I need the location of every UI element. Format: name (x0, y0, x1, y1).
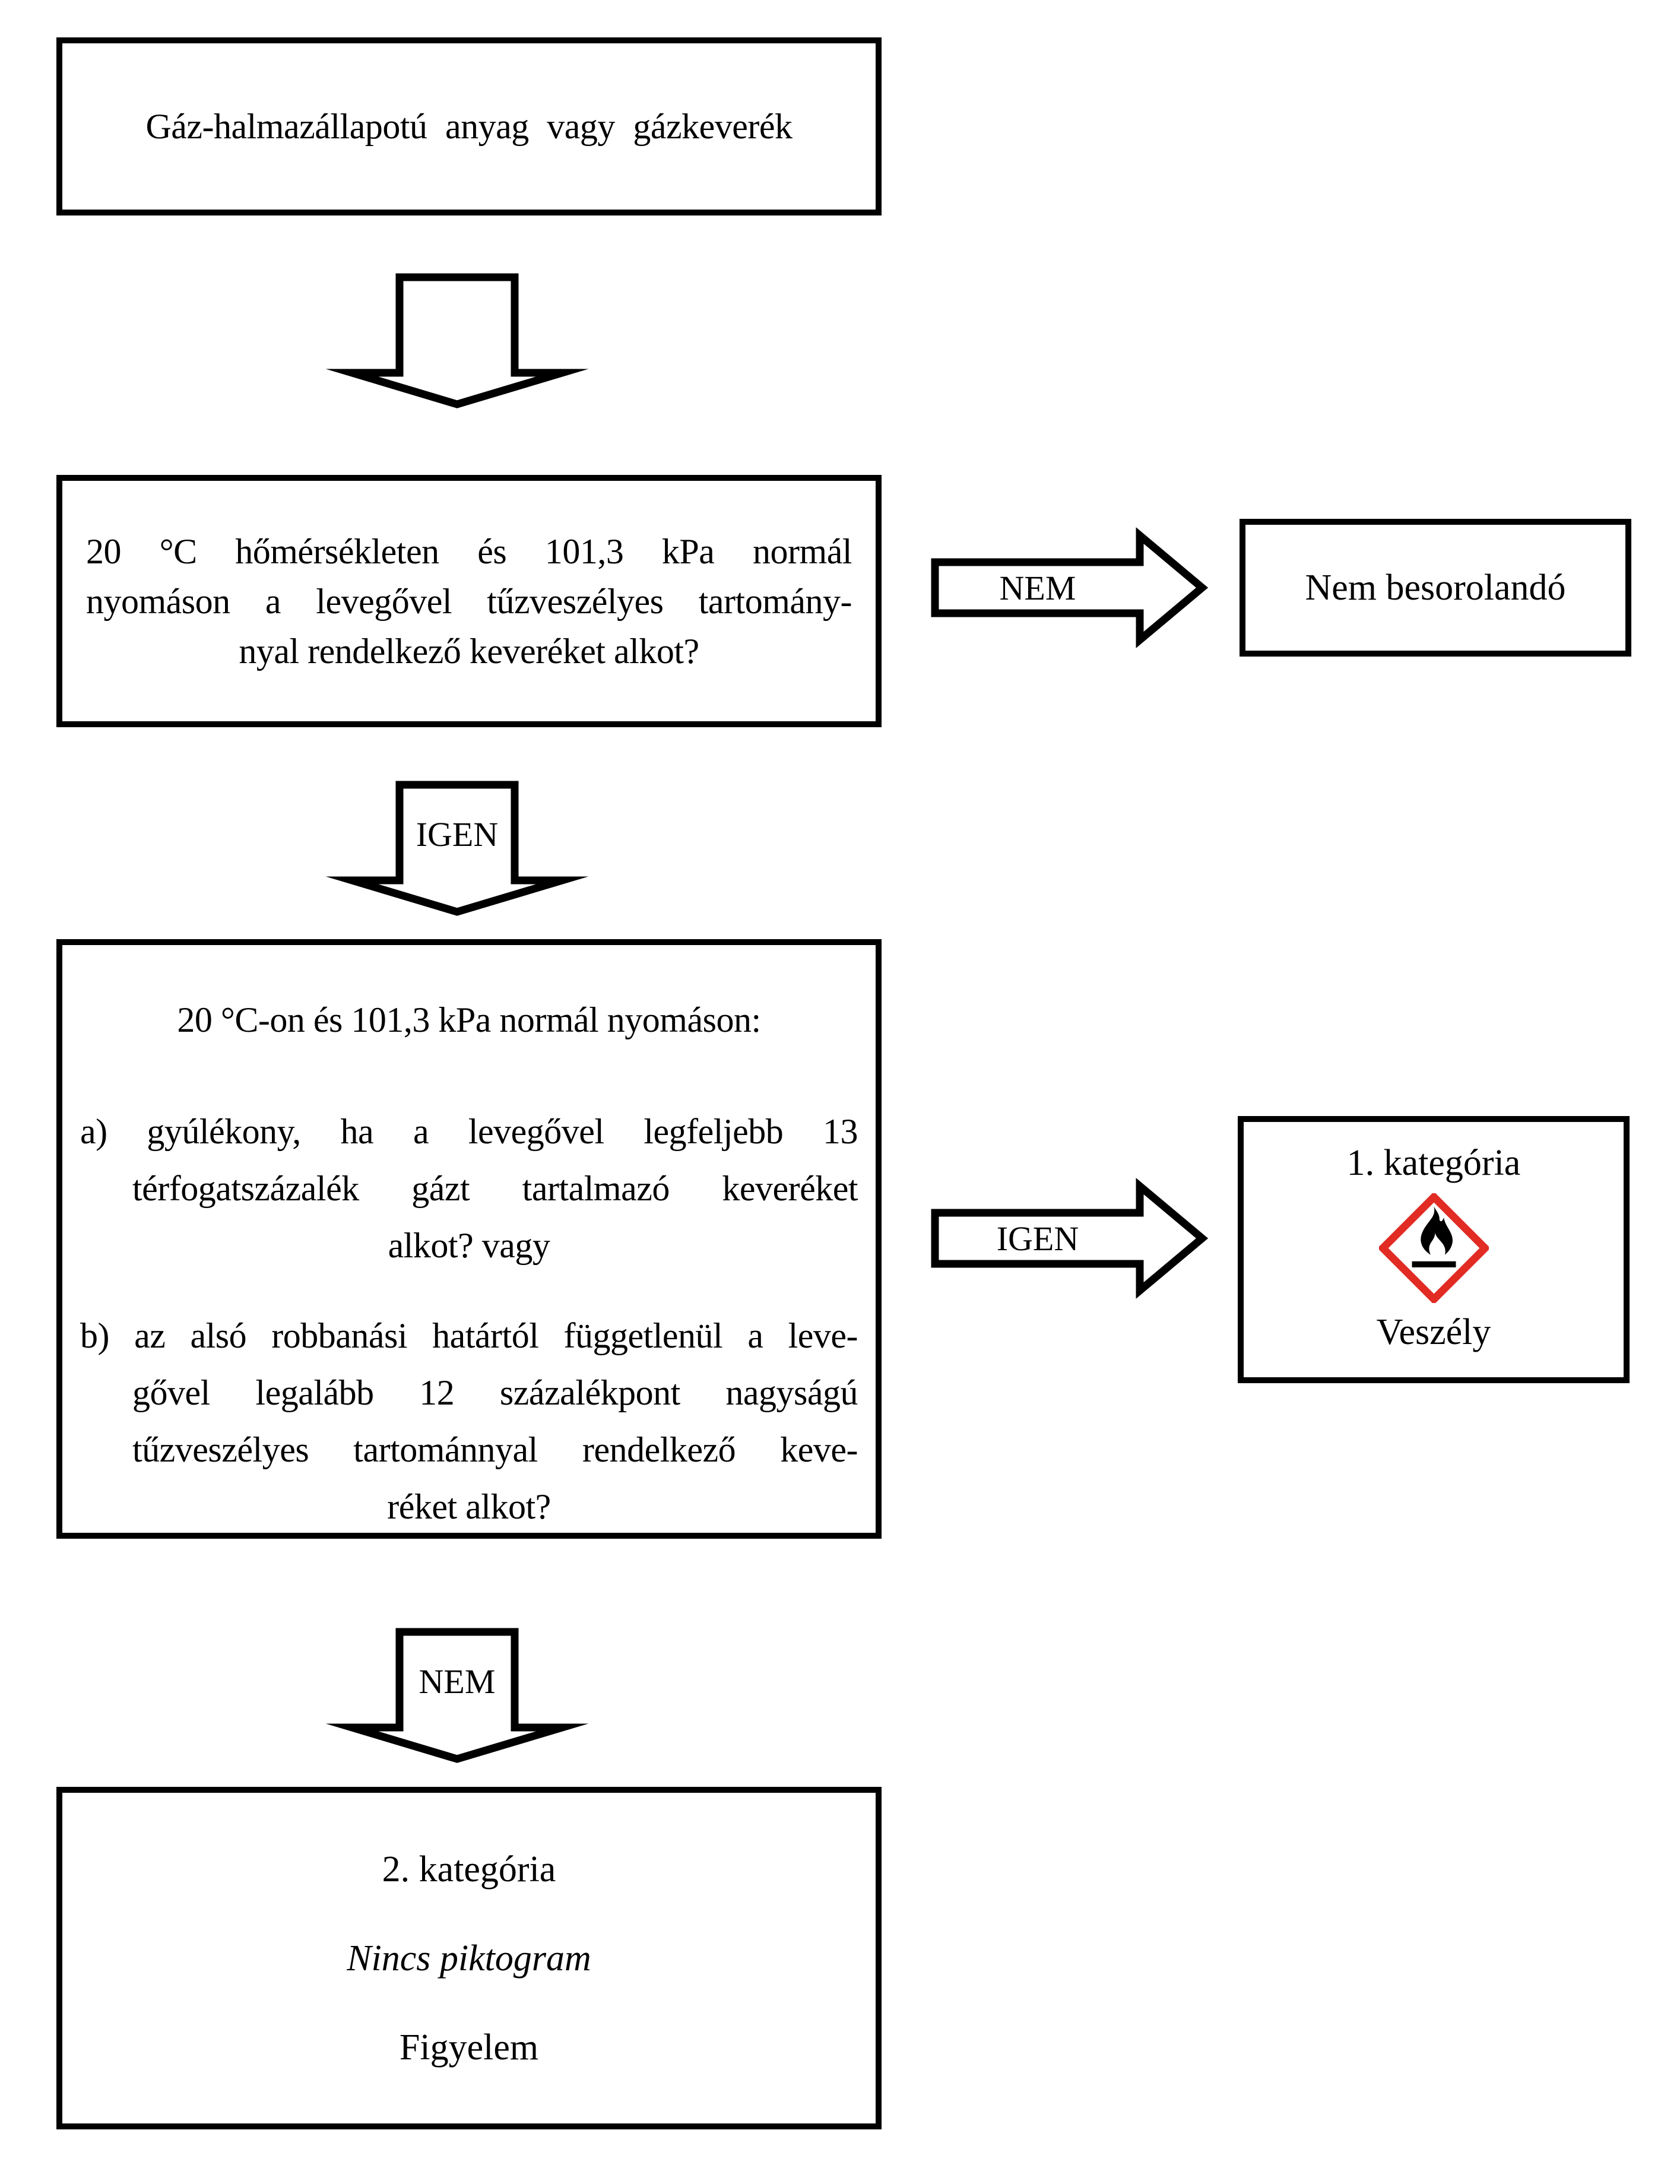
category2-pictogram-note: Nincs piktogram (347, 1938, 591, 1979)
question-box-criteria (56, 939, 882, 1539)
category1-signal-word: Veszély (1376, 1312, 1491, 1352)
arrow-label-igen: IGEN (996, 1219, 1079, 1258)
ghs-flame-pictogram-icon (1379, 1193, 1489, 1303)
flame-baseline-bar (1412, 1261, 1456, 1267)
question-line: nyal rendelkező keveréket alkot? (239, 631, 699, 671)
criteria-line: b) az alsó robbanási határtól függetlenül a leve- (80, 1316, 858, 1355)
category2-signal-word: Figyelem (399, 2027, 539, 2068)
criteria-line: réket alkot? (387, 1487, 551, 1526)
start-box-text: Gáz-halmazállapotú anyag vagy gázkeverék (145, 106, 793, 146)
criteria-line: tűzveszélyes tartománnyal rendelkező keve- (132, 1430, 858, 1469)
nem-right-arrow-icon (931, 531, 1207, 645)
arrow-label-nem: NEM (999, 569, 1076, 607)
ghs-diamond-border (1383, 1197, 1485, 1299)
igen-right-arrow-icon (931, 1181, 1207, 1295)
question-line: nyomáson a levegővel tűzveszélyes tartomány- (86, 581, 852, 621)
question-line: 20 °C hőmérsékleten és 101,3 kPa normál (86, 531, 852, 571)
criteria-line: gővel legalább 12 százalékpont nagyságú (132, 1373, 858, 1412)
arrow-down-icon (347, 273, 567, 408)
criteria-line: alkot? vagy (388, 1226, 550, 1265)
category2-title: 2. kategória (382, 1849, 556, 1890)
criteria-line: a) gyúlékony, ha a levegővel legfeljebb 13 (80, 1112, 858, 1151)
criteria-item-a (80, 1103, 858, 1274)
criteria-line: térfogatszázalék gázt tartalmazó keveréket (132, 1169, 858, 1208)
criteria-heading: 20 °C-on és 101,3 kPa normál nyomáson: (177, 1000, 761, 1039)
not-classified-text: Nem besorolandó (1305, 567, 1566, 608)
result-box-category-1 (1238, 1116, 1630, 1383)
result-box-not-classified (1240, 519, 1631, 657)
start-box (56, 37, 882, 215)
arrow-label-igen: IGEN (416, 815, 499, 854)
nem-down-arrow-icon (347, 1628, 567, 1763)
category1-title: 1. kategória (1346, 1143, 1521, 1183)
arrow-label-nem: NEM (419, 1662, 496, 1701)
criteria-item-b (80, 1307, 858, 1535)
result-box-category-2 (56, 1787, 882, 2129)
igen-down-arrow-icon (347, 781, 567, 916)
question-box-flammable-range (56, 475, 882, 727)
